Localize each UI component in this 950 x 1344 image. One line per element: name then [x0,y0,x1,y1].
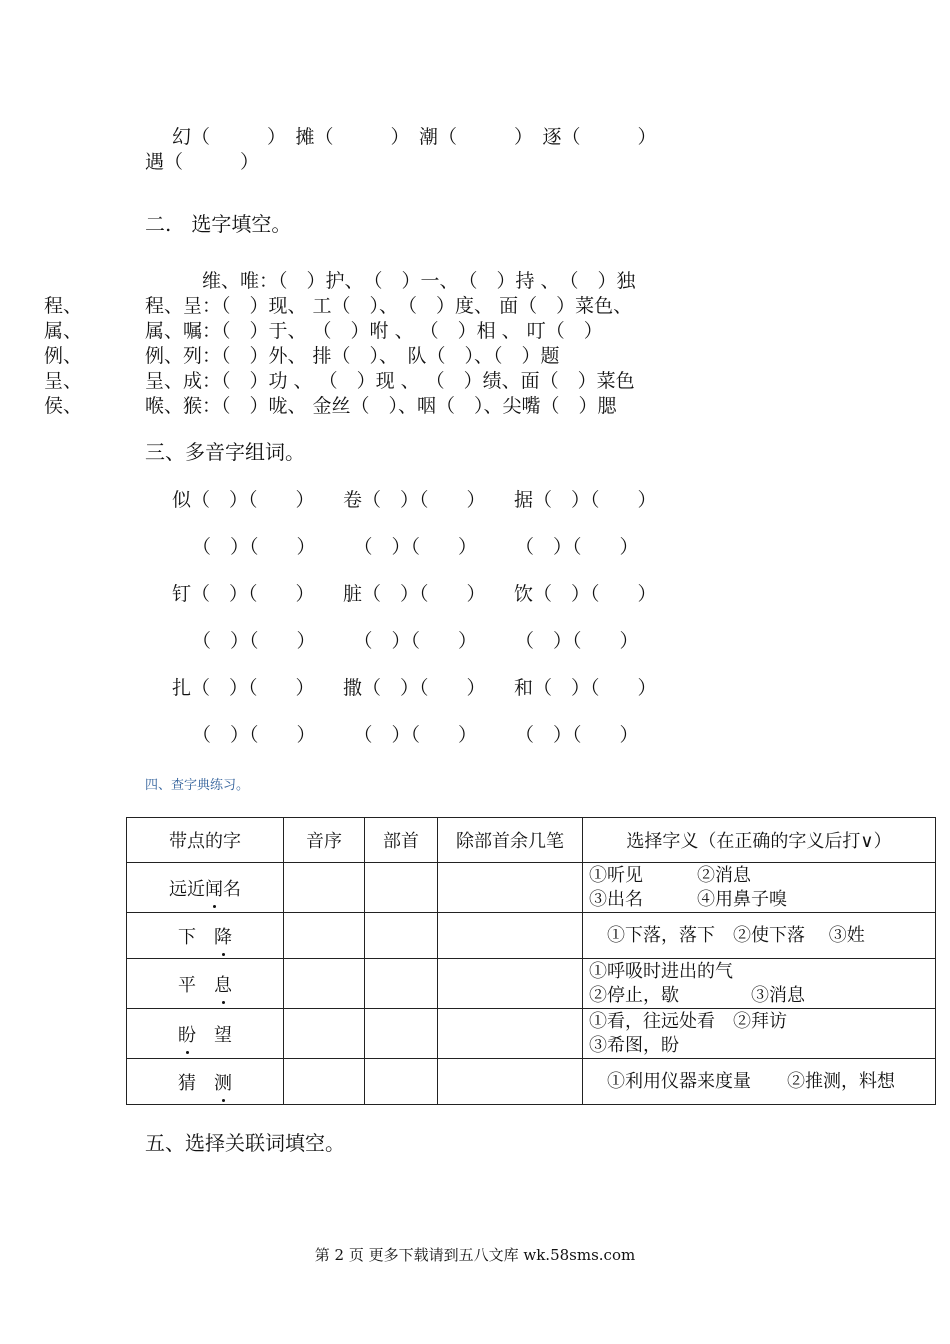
section-4-title: 四、查字典练习。 [145,778,250,793]
fill-row-4: 例、列：（ ）外、 排（ ）、 队（ ）、（ ）题 [145,345,560,367]
dotted-char: 降 [214,923,232,949]
header-char: 带点的字 [127,818,284,863]
table-row [127,913,936,959]
header-meaning: 选择字义（在正确的字义后打∨） [583,818,936,863]
top-line-1: 幻（ ） 摊（ ） 潮（ ） 逐（ ） [172,126,657,148]
polyphone-row-3: 钉（ ）（ ） 脏（ ）（ ） 饮（ ）（ ） [172,583,657,605]
word-cell: 平 息 [127,959,284,1009]
left-word-5: 侯、 [44,395,83,417]
fill-row-1: 维、唯：（ ）护、 （ ）一、 （ ）持 、 （ ）独 [202,270,636,292]
answer-cell[interactable] [284,863,365,913]
header-strokes: 除部首余几笔 [438,818,583,863]
word-cell: 下 降 [127,913,284,959]
answer-cell[interactable] [365,1059,438,1105]
answer-cell[interactable] [438,959,583,1009]
dotted-char: 息 [214,971,232,997]
dotted-char: 盼 [178,1021,196,1047]
fill-row-3: 属、嘱：（ ）于、 （ ）咐 、 （ ）相 、 叮（ ） [145,320,603,342]
top-line-2: 遇（ ） [145,151,260,173]
table-row [127,1059,936,1105]
fill-row-5: 呈、成：（ ）功 、 （ ）现 、 （ ）绩、面（ ）菜色 [145,370,635,392]
answer-cell[interactable] [365,1009,438,1059]
left-word-3: 例、 [44,345,83,367]
polyphone-row-5: 扎（ ）（ ） 撒（ ）（ ） 和（ ）（ ） [172,677,657,699]
answer-cell[interactable] [438,913,583,959]
options-cell: ①看，往远处看 ②拜访 ③希图，盼 [583,1009,936,1059]
section-3-title: 三、多音字组词。 [145,440,305,464]
answer-cell[interactable] [438,1009,583,1059]
dictionary-table [126,817,936,1105]
options-cell: ①利用仪器来度量 ②推测，料想 [583,1059,936,1105]
answer-cell[interactable] [438,1059,583,1105]
answer-cell[interactable] [284,1009,365,1059]
left-word-1: 程、 [44,295,83,317]
dotted-char: 闻 [205,875,223,901]
table-row [127,1009,936,1059]
word-cell: 盼 望 [127,1009,284,1059]
dotted-char: 测 [214,1069,232,1095]
answer-cell[interactable] [284,1059,365,1105]
header-order: 音序 [284,818,365,863]
polyphone-row-2: （ ）（ ） （ ）（ ） （ ）（ ） [192,536,639,558]
table-header-row [127,818,936,863]
options-cell: ①听见 ②消息 ③出名 ④用鼻子嗅 [583,863,936,913]
header-radical: 部首 [365,818,438,863]
word-cell: 猜 测 [127,1059,284,1105]
answer-cell[interactable] [365,913,438,959]
section-2-title: 二. 选字填空。 [145,212,292,236]
polyphone-row-1: 似（ ）（ ） 卷（ ）（ ） 据（ ）（ ） [172,489,657,511]
table-row [127,959,936,1009]
fill-row-2: 程、呈：（ ）现、 工（ ）、 （ ）度、 面（ ）菜色、 [145,295,633,317]
page-footer: 第 2 页 更多下载请到五八文库 wk.58sms.com [314,1246,636,1264]
table-row [127,863,936,913]
fill-row-6: 喉、猴：（ ）咙、 金丝（ ）、咽（ ）、尖嘴（ ）腮 [145,395,617,417]
left-word-2: 属、 [44,320,83,342]
options-cell: ①呼吸时进出的气 ②停止，歇 ③消息 [583,959,936,1009]
left-word-4: 呈、 [44,370,83,392]
polyphone-row-4: （ ）（ ） （ ）（ ） （ ）（ ） [192,630,639,652]
polyphone-row-6: （ ）（ ） （ ）（ ） （ ）（ ） [192,724,639,746]
word-cell: 远近闻名 [127,863,284,913]
answer-cell[interactable] [284,959,365,1009]
answer-cell[interactable] [438,863,583,913]
options-cell: ①下落，落下 ②使下落 ③姓 [583,913,936,959]
answer-cell[interactable] [365,863,438,913]
answer-cell[interactable] [365,959,438,1009]
answer-cell[interactable] [284,913,365,959]
section-5-title: 五、选择关联词填空。 [145,1131,345,1155]
